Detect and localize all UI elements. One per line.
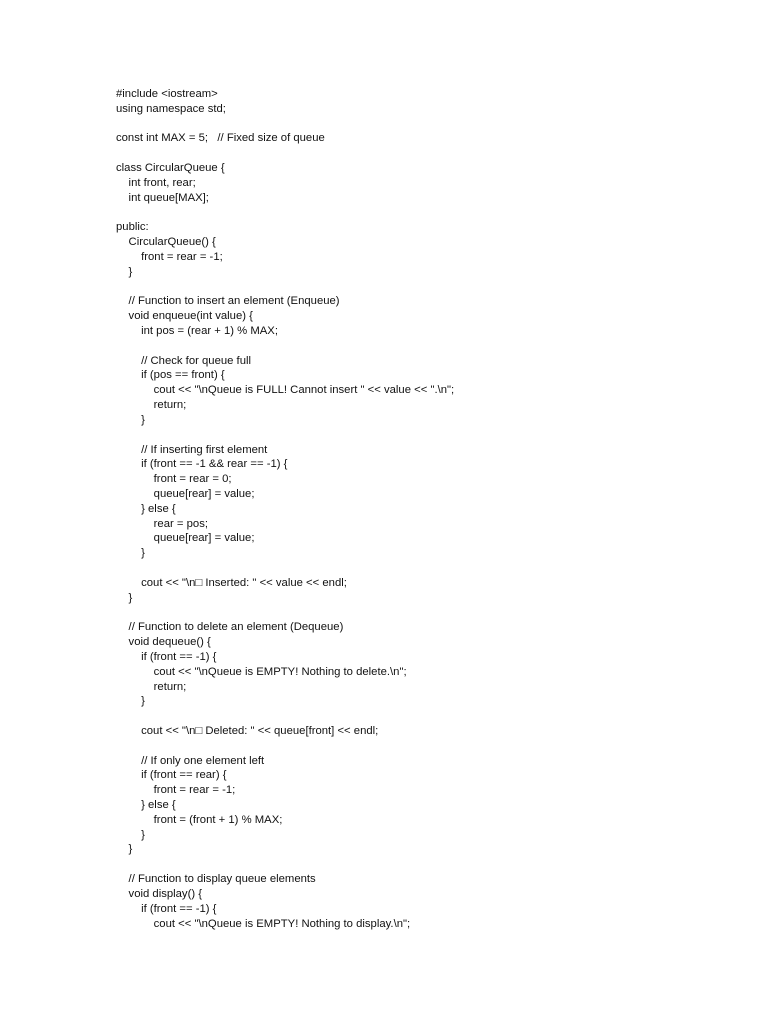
code-line — [116, 502, 736, 517]
code-line — [116, 354, 736, 369]
code-line-text: } else { — [116, 799, 176, 811]
code-line — [116, 309, 736, 324]
code-line-text: cout << "\n□ Deleted: " << queue[front] << endl; — [116, 724, 379, 737]
code-line — [116, 176, 736, 191]
code-line — [116, 650, 736, 665]
code-line — [116, 561, 736, 576]
code-line — [116, 265, 736, 280]
code-line — [116, 591, 736, 606]
code-line — [116, 665, 736, 680]
code-line — [116, 605, 736, 620]
code-line-text: front = rear = -1; — [116, 784, 236, 797]
code-line-text: front = rear = -1; — [116, 250, 223, 263]
code-line-text: } — [116, 413, 145, 426]
code-line — [116, 917, 736, 932]
code-line — [116, 324, 736, 339]
code-line — [116, 872, 736, 887]
code-line — [116, 235, 736, 250]
code-line — [116, 635, 736, 650]
code-line — [116, 857, 736, 872]
code-line-text: } — [116, 591, 133, 604]
code-line — [116, 220, 736, 235]
code-line-text: void dequeue() { — [116, 636, 211, 649]
code-line — [116, 739, 736, 754]
code-line — [116, 487, 736, 502]
code-line — [116, 768, 736, 783]
code-line-text: void display() { — [116, 887, 203, 900]
code-line — [116, 398, 736, 413]
code-line-text: cout << "\nQueue is FULL! Cannot insert " << value << ".\n"; — [116, 384, 455, 397]
code-line-text: const int MAX = 5; // Fixed size of queue — [116, 132, 325, 145]
code-line-text: // Function to insert an element (Enqueue) — [116, 295, 340, 308]
code-line — [116, 131, 736, 146]
code-line — [116, 531, 736, 546]
code-line — [116, 783, 736, 798]
code-line — [116, 887, 736, 902]
code-line-text: rear = pos; — [116, 517, 208, 530]
code-line-text: if (front == -1) { — [116, 902, 217, 915]
code-line — [116, 191, 736, 206]
code-line-text: } — [116, 265, 133, 278]
code-line-text: } — [116, 547, 145, 560]
code-line-text: if (pos == front) { — [116, 369, 225, 382]
code-line-text: int pos = (rear + 1) % MAX; — [116, 325, 278, 337]
code-line-text: } else { — [116, 502, 176, 515]
code-line — [116, 620, 736, 635]
code-line — [116, 576, 736, 591]
code-line-text: } — [116, 695, 145, 708]
code-line-text: } — [116, 843, 133, 856]
code-line — [116, 754, 736, 769]
code-line — [116, 428, 736, 443]
code-line-text: public: — [116, 221, 149, 234]
code-line-text: queue[rear] = value; — [116, 532, 255, 545]
code-listing — [116, 87, 736, 931]
code-line-text: CircularQueue() { — [116, 236, 216, 249]
code-line-text: front = (front + 1) % MAX; — [116, 813, 283, 826]
code-line-text: cout << "\nQueue is EMPTY! Nothing to delete.\n"; — [116, 665, 407, 678]
code-line — [116, 902, 736, 917]
code-line — [116, 413, 736, 428]
code-line — [116, 828, 736, 843]
code-line-text: #include <iostream> — [116, 88, 218, 100]
code-line-text: front = rear = 0; — [116, 473, 232, 486]
code-line — [116, 457, 736, 472]
code-line — [116, 294, 736, 309]
code-line — [116, 724, 736, 739]
code-line-text: void enqueue(int value) { — [116, 310, 253, 323]
code-line — [116, 546, 736, 561]
code-line-text: if (front == -1) { — [116, 650, 217, 663]
code-line — [116, 146, 736, 161]
code-line — [116, 813, 736, 828]
code-line — [116, 206, 736, 221]
code-line-text: using namespace std; — [116, 102, 226, 115]
code-line-text: return; — [116, 399, 187, 412]
code-line-text: // If only one element left — [116, 754, 265, 767]
code-line — [116, 368, 736, 383]
code-line-text: if (front == rear) { — [116, 769, 227, 782]
code-line — [116, 517, 736, 532]
code-line — [116, 709, 736, 724]
code-line — [116, 680, 736, 695]
code-line — [116, 161, 736, 176]
code-line — [116, 117, 736, 132]
code-line — [116, 842, 736, 857]
code-line-text: queue[rear] = value; — [116, 487, 255, 500]
code-line — [116, 102, 736, 117]
code-line — [116, 87, 736, 102]
code-line — [116, 798, 736, 813]
code-line-text: int queue[MAX]; — [116, 191, 209, 204]
code-line-text: int front, rear; — [116, 176, 196, 189]
code-line-text: // Function to delete an element (Dequeue) — [116, 621, 344, 634]
code-line-text: // Check for queue full — [116, 354, 252, 367]
code-line-text: class CircularQueue { — [116, 162, 225, 175]
code-line-text: return; — [116, 680, 187, 693]
code-line — [116, 694, 736, 709]
code-line-text: if (front == -1 && rear == -1) { — [116, 458, 288, 471]
code-line — [116, 472, 736, 487]
code-line-text: // Function to display queue elements — [116, 873, 316, 886]
code-line — [116, 250, 736, 265]
code-line — [116, 339, 736, 354]
code-line — [116, 280, 736, 295]
code-line-text: cout << "\nQueue is EMPTY! Nothing to display.\n"; — [116, 917, 411, 930]
code-line — [116, 443, 736, 458]
code-line-text: // If inserting first element — [116, 443, 268, 456]
code-line — [116, 383, 736, 398]
code-line-text: } — [116, 828, 145, 841]
code-line-text: cout << "\n□ Inserted: " << value << endl; — [116, 576, 347, 589]
